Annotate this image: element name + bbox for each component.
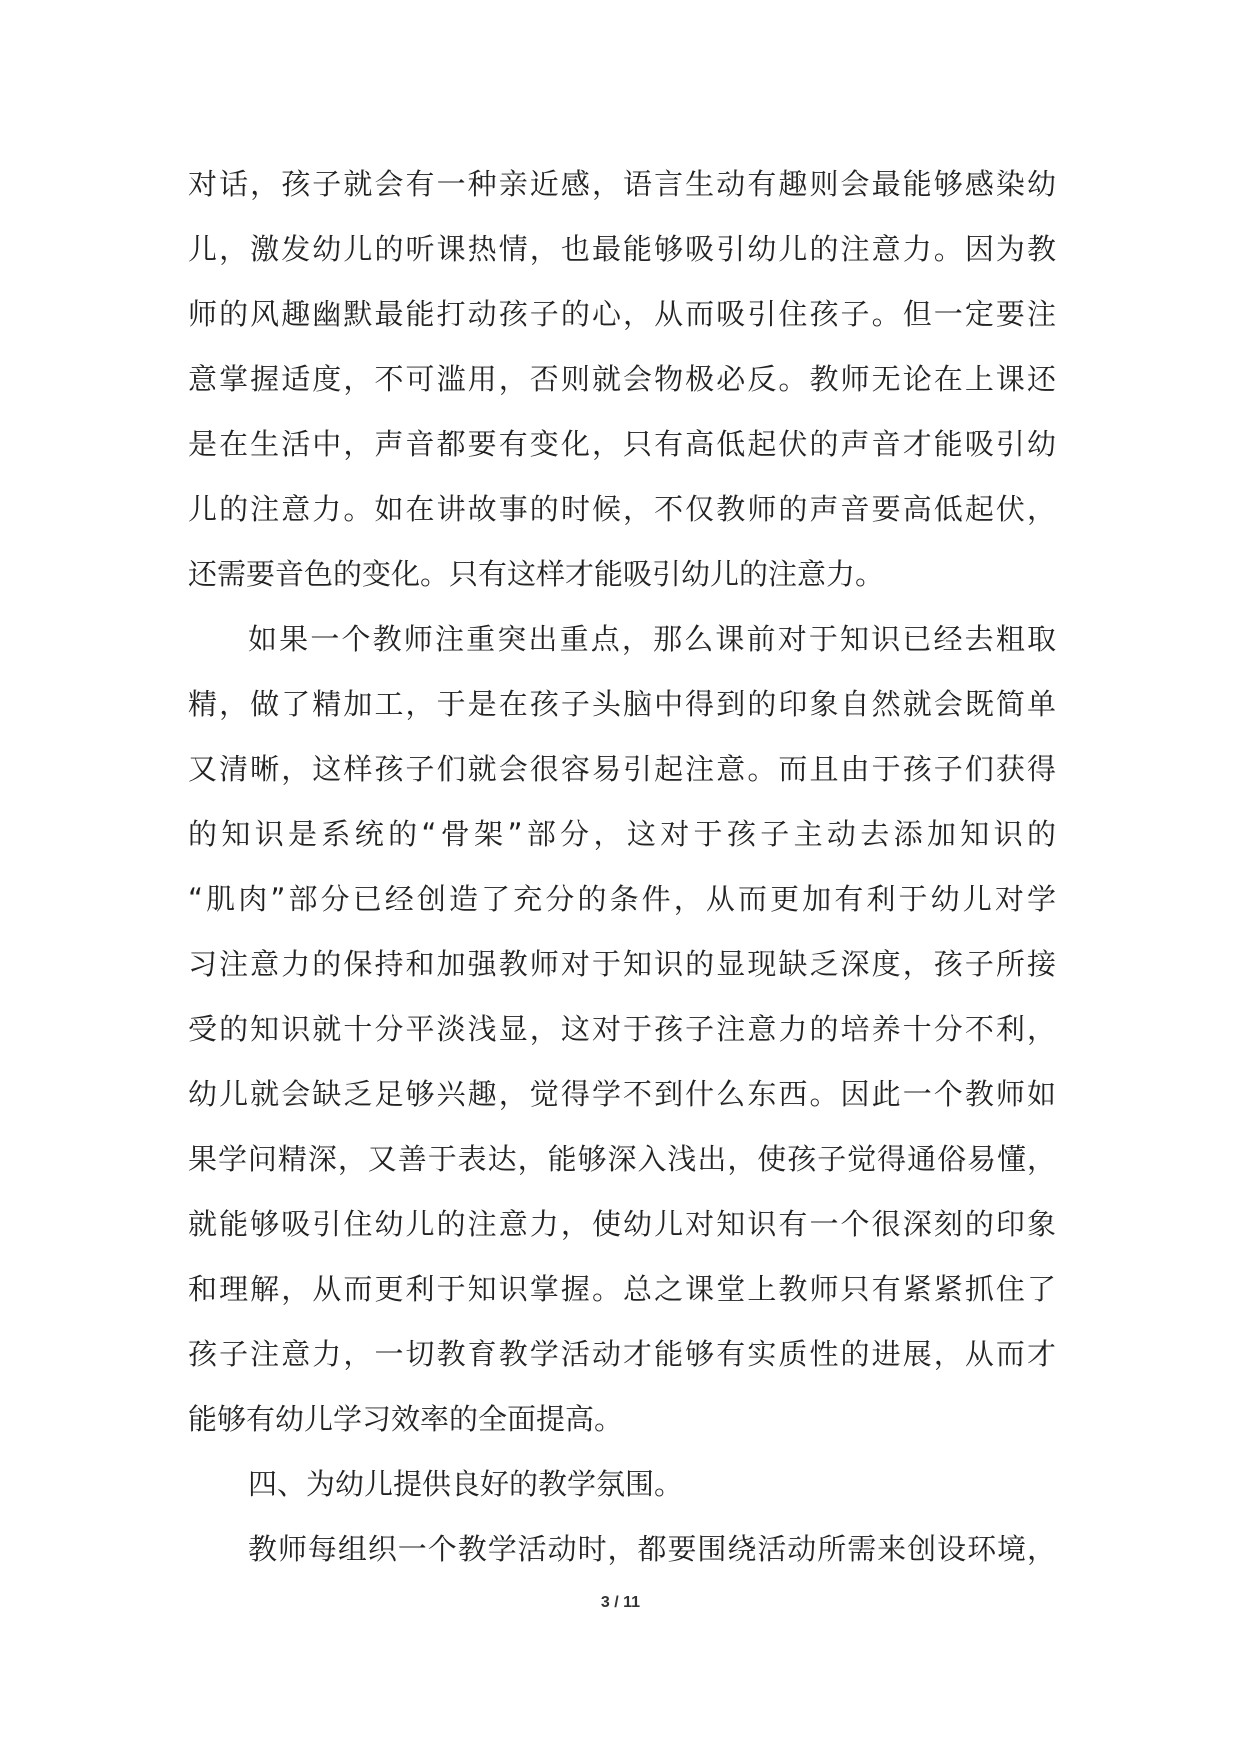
text-line: 的知识是系统的“骨架”部分，这对于孩子主动去添加知识的	[188, 817, 1056, 851]
text-line: 果学问精深，又善于表达，能够深入浅出，使孩子觉得通俗易懂，	[188, 1142, 1056, 1176]
text-line: 师的风趣幽默最能打动孩子的心，从而吸引住孩子。但一定要注	[188, 297, 1056, 331]
text-line: 是在生活中，声音都要有变化，只有高低起伏的声音才能吸引幼	[188, 427, 1056, 461]
text-line: 就能够吸引住幼儿的注意力，使幼儿对知识有一个很深刻的印象	[188, 1207, 1056, 1241]
text-line: 儿，激发幼儿的听课热情，也最能够吸引幼儿的注意力。因为教	[188, 232, 1056, 266]
text-line: 孩子注意力，一切教育教学活动才能够有实质性的进展，从而才	[188, 1337, 1056, 1371]
text-line: 又清晰，这样孩子们就会很容易引起注意。而且由于孩子们获得	[188, 752, 1056, 786]
text-line: 对话，孩子就会有一种亲近感，语言生动有趣则会最能够感染幼	[188, 167, 1056, 201]
text-line: 受的知识就十分平淡浅显，这对于孩子注意力的培养十分不利，	[188, 1012, 1056, 1046]
text-line: 还需要音色的变化。只有这样才能吸引幼儿的注意力。	[188, 557, 885, 591]
body-text	[188, 152, 1056, 1582]
text-line: 精，做了精加工，于是在孩子头脑中得到的印象自然就会既简单	[188, 687, 1056, 721]
text-line: 和理解，从而更利于知识掌握。总之课堂上教师只有紧紧抓住了	[188, 1272, 1056, 1306]
text-line: 如果一个教师注重突出重点，那么课前对于知识已经去粗取	[248, 622, 1056, 656]
text-line: “肌肉”部分已经创造了充分的条件，从而更加有利于幼儿对学	[188, 882, 1056, 916]
text-line: 教师每组织一个教学活动时，都要围绕活动所需来创设环境，	[248, 1532, 1056, 1566]
text-line: 意掌握适度，不可滥用，否则就会物极必反。教师无论在上课还	[188, 362, 1056, 396]
text-line: 儿的注意力。如在讲故事的时候，不仅教师的声音要高低起伏，	[188, 492, 1056, 526]
text-line: 习注意力的保持和加强教师对于知识的显现缺乏深度，孩子所接	[188, 947, 1056, 981]
section-heading: 四、为幼儿提供良好的教学氛围。	[248, 1467, 684, 1501]
text-line: 能够有幼儿学习效率的全面提高。	[188, 1402, 624, 1436]
text-line: 幼儿就会缺乏足够兴趣，觉得学不到什么东西。因此一个教师如	[188, 1077, 1056, 1111]
page-number: 3 / 11	[600, 1594, 641, 1611]
